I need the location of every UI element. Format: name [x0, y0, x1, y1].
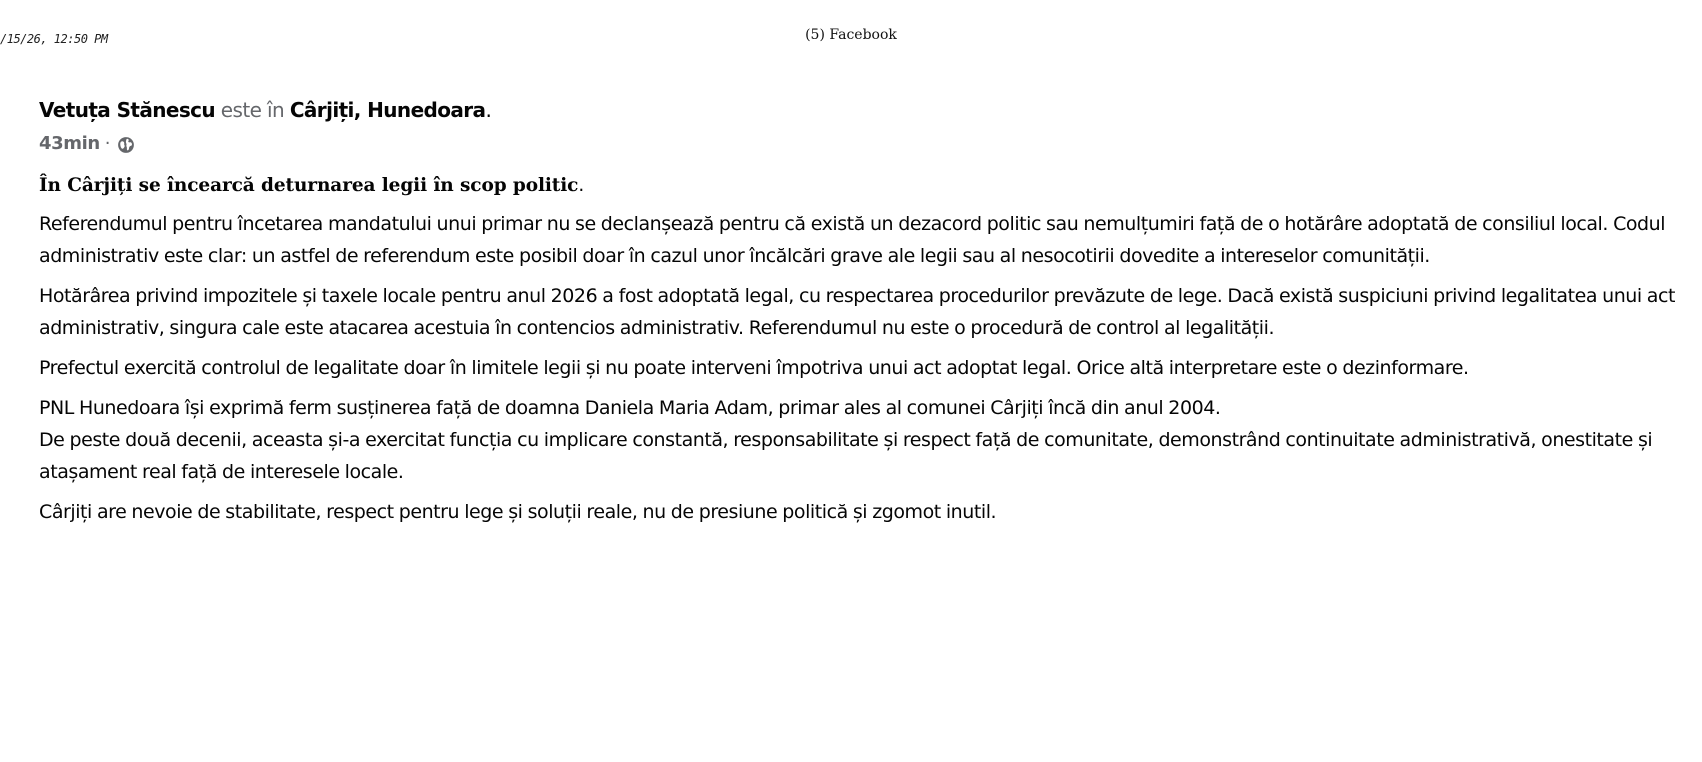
post-paragraph-1: Referendumul pentru încetarea mandatului unui primar nu se declanșează pentru că există un dezacord politic sau nemulțumiri față de o hotărâre adoptată de consiliul local. Codul administrativ este clar: un astfel de referendum este posibil doar în cazul unor încălcări grave ale legii sau al nesocotirii dovedite a intereselor comunității.	[39, 213, 1666, 267]
paragraph-4-line-2: De peste două decenii, aceasta și-a exercitat funcția cu implicare constantă, responsabilitate și respect față de comunitate, demonstrând continuitate administrativă, onestitate și atașament real față de interesele locale.	[39, 429, 1653, 483]
post-timestamp-link[interactable]: 43min	[39, 132, 100, 154]
post-body	[39, 172, 1679, 528]
print-date: /15/26, 12:50 PM	[0, 32, 108, 46]
print-page-title: (5) Facebook	[805, 27, 897, 43]
headline-period: .	[578, 175, 585, 196]
paragraph-4-line-1: PNL Hunedoara își exprimă ferm susținerea față de doamna Daniela Maria Adam, primar ales al comunei Cârjiți încă din anul 2004.	[39, 397, 1221, 419]
headline-text: În Cârjiți se încearcă deturnarea legii în scop politic	[39, 175, 579, 196]
meta-separator: ·	[104, 132, 111, 154]
globe-icon[interactable]	[117, 136, 135, 154]
location-link[interactable]: Cârjiți, Hunedoara	[289, 98, 486, 122]
header-period: .	[485, 98, 492, 122]
location-connector: este în	[220, 98, 285, 122]
author-name-link[interactable]: Vetuța Stănescu	[39, 98, 216, 122]
post-paragraph-4	[39, 392, 1679, 488]
post-paragraph-3: Prefectul exercită controlul de legalitate doar în limitele legii și nu poate interveni împotriva unui act adoptat legal. Orice altă interpretare este o dezinformare.	[39, 357, 1469, 379]
post-headline	[39, 172, 1679, 200]
post-paragraph-5: Cârjiți are nevoie de stabilitate, respect pentru lege și soluții reale, nu de presiune politică și zgomot inutil.	[39, 501, 997, 523]
post-paragraph-2: Hotărârea privind impozitele și taxele locale pentru anul 2026 a fost adoptată legal, cu respectarea procedurilor prevăzute de lege. Dacă există suspiciuni privind legalitatea unui act administrativ, singura cale este atacarea acestuia în contencios administrativ. Referendumul nu este o procedură de control al legalității.	[39, 285, 1675, 339]
post-meta	[39, 132, 1679, 154]
post-header	[39, 96, 1679, 124]
post	[39, 96, 1679, 536]
